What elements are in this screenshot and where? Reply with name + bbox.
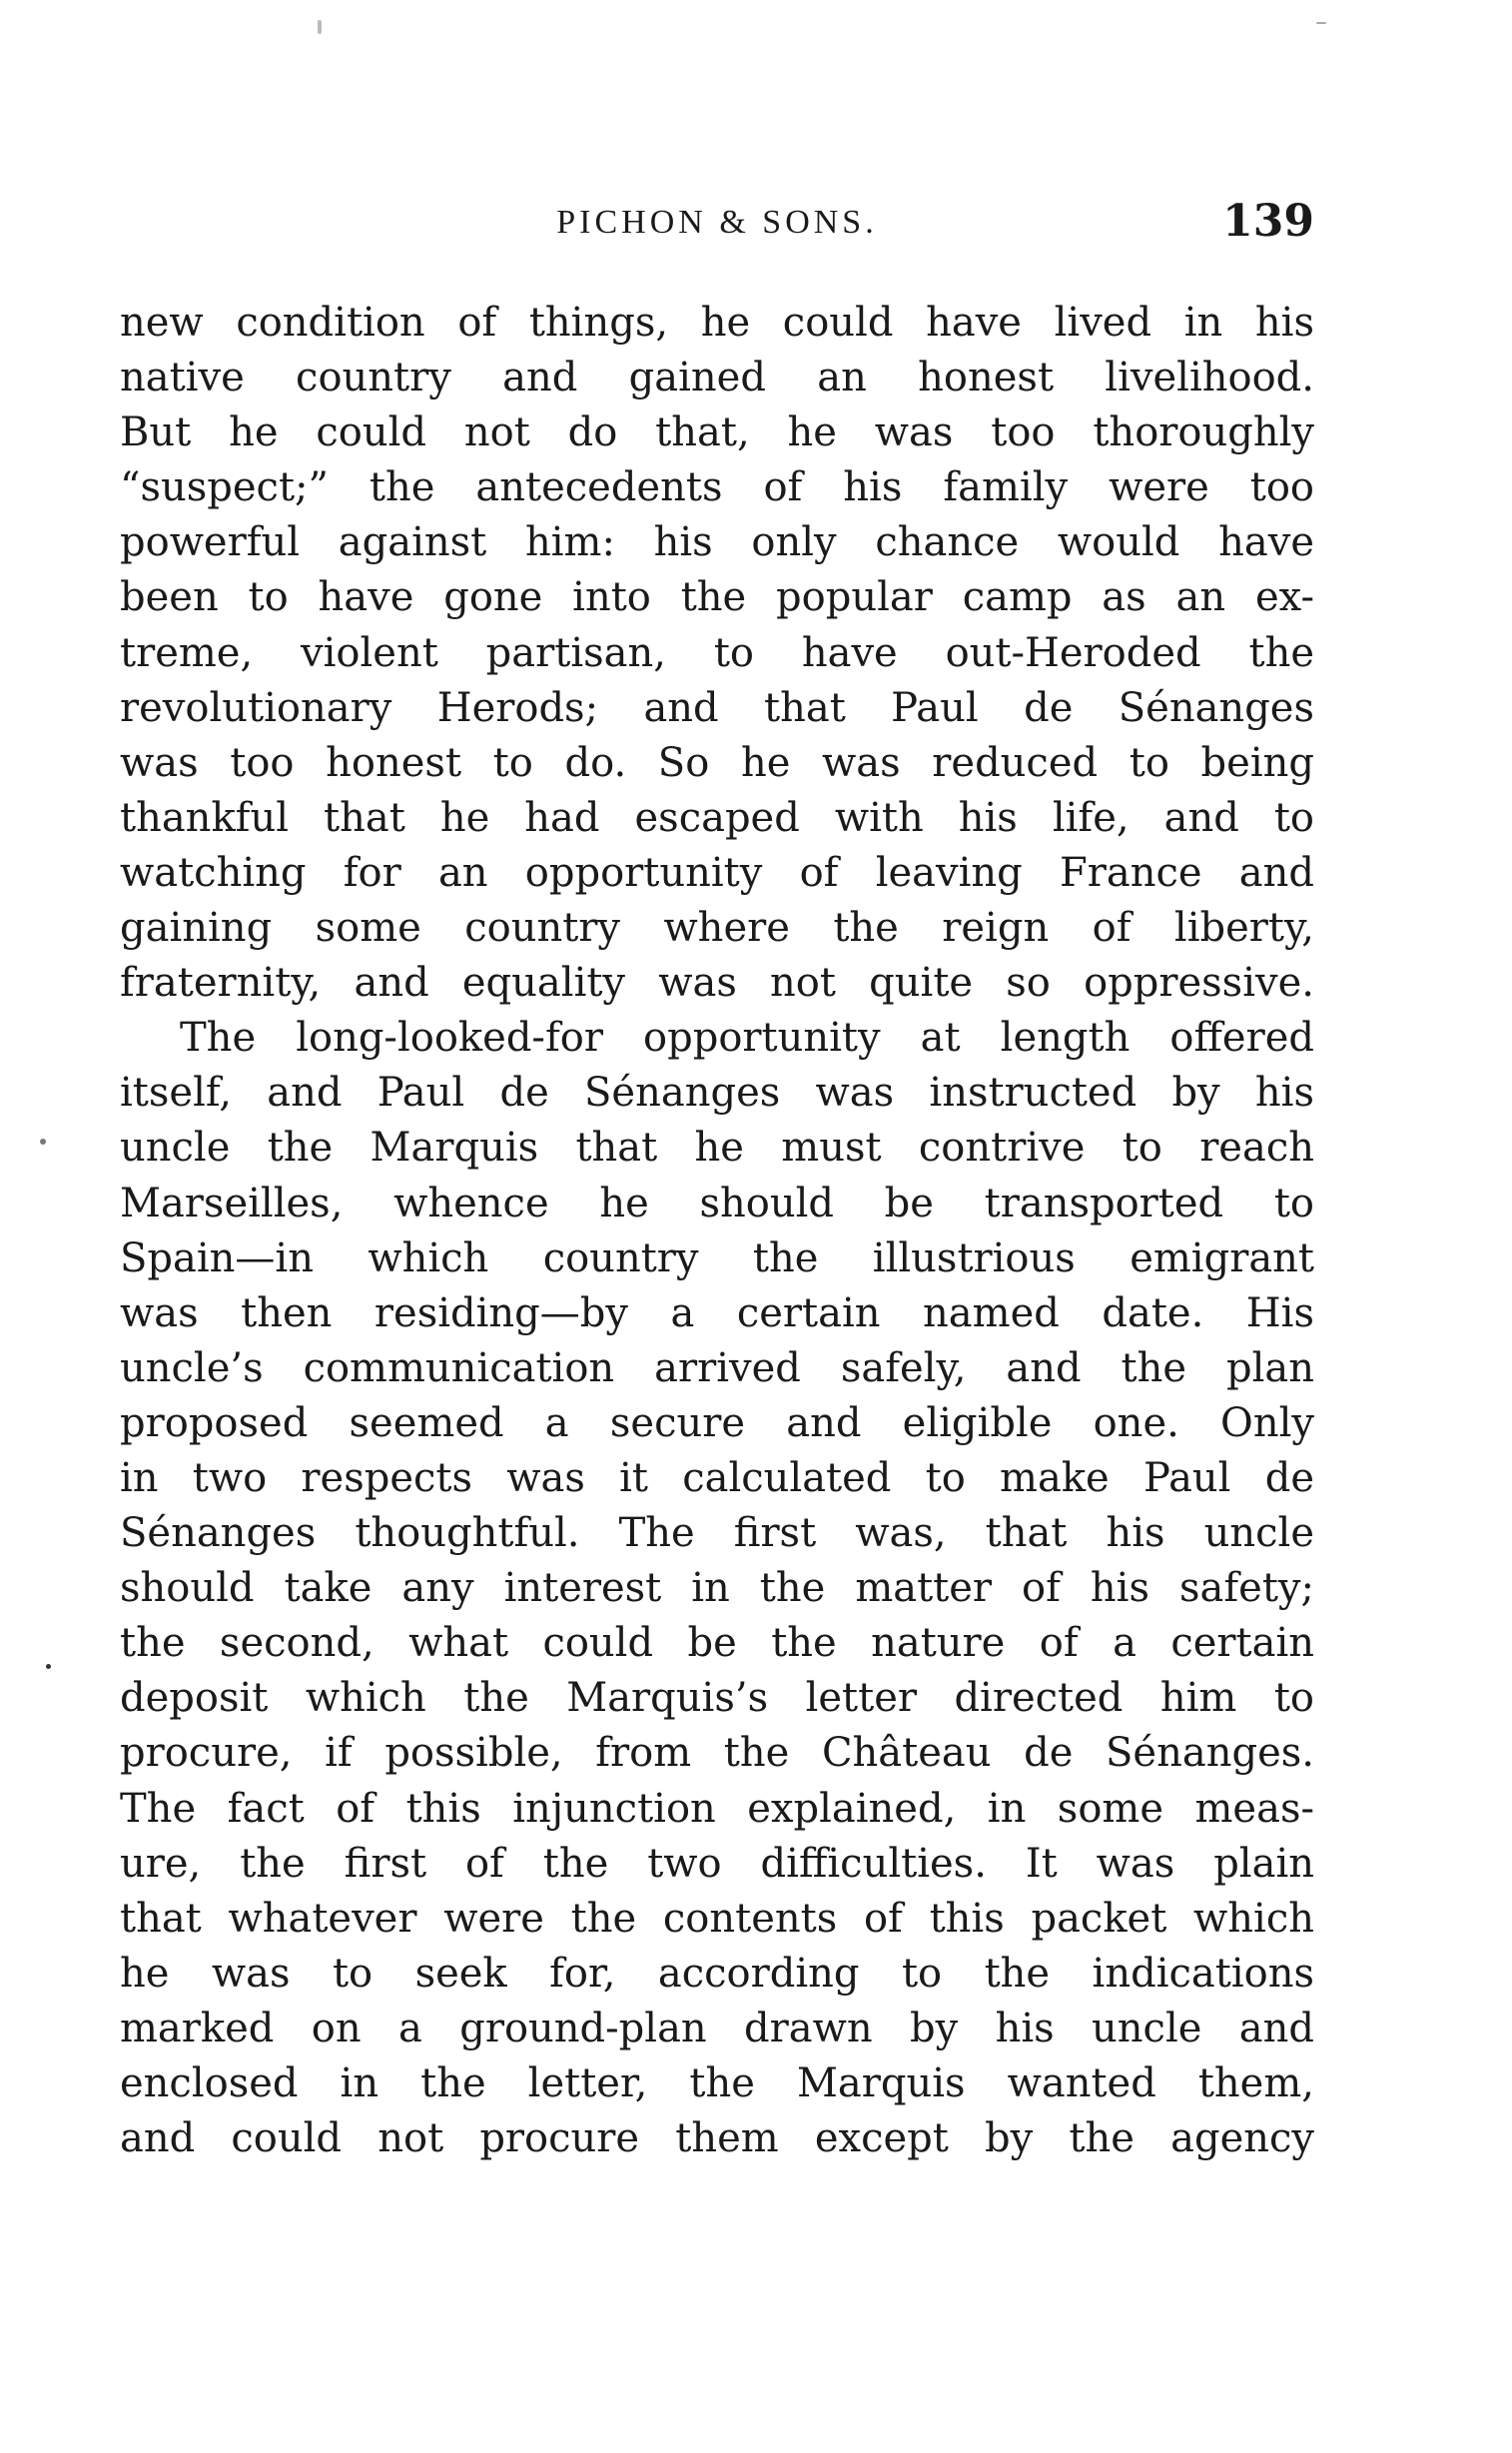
text-line: in two respects was it calculated to make Paul de — [120, 1454, 1314, 1501]
text-line: Sénanges thoughtful. The first was, that his uncle — [120, 1510, 1314, 1557]
text-line: Marseilles, whence he should be transported to — [120, 1180, 1314, 1226]
text-line: he was to seek for, according to the indications — [120, 1950, 1314, 1997]
text-line: been to have gone into the popular camp as an ex- — [120, 574, 1314, 621]
text-line: itself, and Paul de Sénanges was instructed by his — [120, 1070, 1314, 1117]
text-line: the second, what could be the nature of a certain — [120, 1620, 1314, 1667]
page-speck — [40, 1139, 46, 1145]
text-line: marked on a ground-plan drawn by his uncle and — [120, 2005, 1314, 2051]
text-line: ure, the first of the two difficulties. It was plain — [120, 1840, 1314, 1887]
text-line: deposit which the Marquis’s letter directed him to — [120, 1675, 1314, 1722]
text-line: enclosed in the letter, the Marquis wanted them, — [120, 2060, 1314, 2106]
text-line: procure, if possible, from the Château de Sénanges. — [120, 1730, 1314, 1777]
text-line: powerful against him: his only chance would have — [120, 519, 1314, 566]
text-line: native country and gained an honest livelihood. — [120, 355, 1314, 402]
text-line: watching for an opportunity of leaving France and — [120, 849, 1314, 896]
text-line: should take any interest in the matter of his safety; — [120, 1565, 1314, 1612]
text-line: But he could not do that, he was too thoroughly — [120, 409, 1314, 456]
text-line: fraternity, and equality was not quite so oppressive. — [120, 960, 1314, 1007]
text-line: “suspect;” the antecedents of his family were too — [120, 464, 1314, 511]
text-line: treme, violent partisan, to have out-Heroded the — [120, 629, 1314, 676]
running-title: PICHON & SONS. — [556, 204, 878, 241]
text-line: and could not procure them except by the agency — [120, 2115, 1314, 2162]
text-line: was then residing—by a certain named date. His — [120, 1289, 1314, 1336]
text-line: that whatever were the contents of this packet which — [120, 1895, 1314, 1942]
body-text — [120, 296, 1314, 2166]
text-line: gaining some country where the reign of liberty, — [120, 905, 1314, 952]
page-speck — [1316, 22, 1326, 24]
text-line: thankful that he had escaped with his life, and to — [120, 794, 1314, 841]
page-speck — [318, 20, 322, 34]
text-line: new condition of things, he could have lived in his — [120, 300, 1314, 346]
text-line: was too honest to do. So he was reduced to being — [120, 739, 1314, 786]
text-line: The fact of this injunction explained, in some meas- — [120, 1785, 1314, 1832]
running-head — [120, 196, 1314, 256]
text-line: uncle’s communication arrived safely, and the plan — [120, 1344, 1314, 1391]
text-line: proposed seemed a secure and eligible one. Only — [120, 1399, 1314, 1446]
page-number: 139 — [1222, 196, 1314, 247]
text-line: uncle the Marquis that he must contrive to reach — [120, 1125, 1314, 1172]
page-speck — [46, 1664, 51, 1669]
text-line: revolutionary Herods; and that Paul de Sénanges — [120, 684, 1314, 731]
paragraph-start-line: The long-looked-for opportunity at length offered — [180, 1015, 1314, 1062]
text-line: Spain—in which country the illustrious emigrant — [120, 1234, 1314, 1281]
